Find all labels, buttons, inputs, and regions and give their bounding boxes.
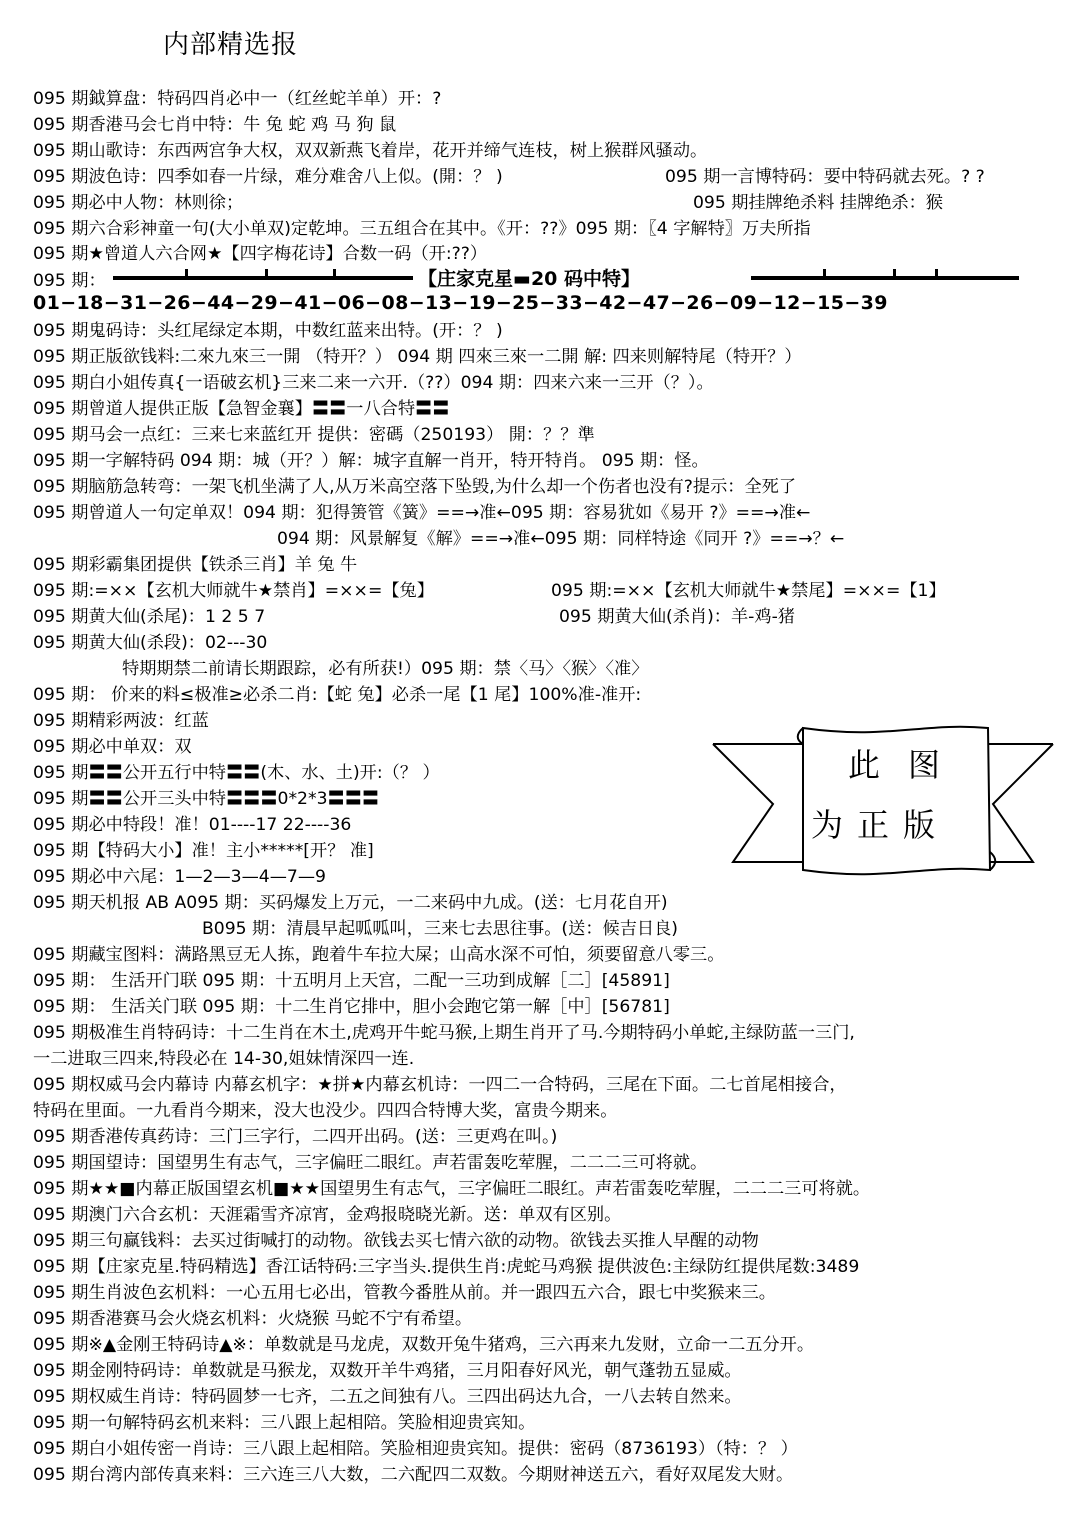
banner	[33, 264, 1033, 290]
decorative-tick	[935, 269, 938, 278]
text-line: 095 期【特码大小】准！主小*****[开？ 准]	[33, 841, 374, 861]
number-sequence: 01−18−31−26−44−29−41−06−08−13−19−25−33−42−47−26−09−12−15−39	[33, 292, 888, 314]
text-line: 095 期白小姐传真{一语破玄机}三来二来一六开.（??）094 期：四来六来一三开（？）。	[33, 373, 714, 393]
text-line-right: 095 期挂牌绝杀料 挂牌绝杀：猴	[693, 193, 943, 213]
decorative-tick	[333, 269, 336, 278]
decorative-bar	[751, 276, 1019, 280]
decorative-tick	[185, 269, 188, 278]
text-line: 095 期马会一点红：三来七来蓝红开 提供：密碼（250193） 開：？？準	[33, 425, 595, 445]
banner-center: 【庄家克星▬20 码中特】	[418, 268, 641, 290]
text-line: 095 期一字解特码 094 期：城（开？）解：城字直解一肖开，特开特肖。 095 期：怪。	[33, 451, 709, 471]
text-line: 094 期：风景解复《解》==→准←095 期：同样特途《同开 ?》==→？←	[277, 529, 845, 549]
text-line: 一二进取三四来,特段必在 14-30,姐妹情深四一连.	[33, 1049, 415, 1069]
text-line: 095 期正版欲钱料:二來九來三一開 （特开？） 094 期 四來三來一二開 解: 四来则解特尾（特开？）	[33, 347, 802, 367]
text-line: 095 期鬼码诗：头红尾绿定本期，中数红蓝来出特。(开：？ )	[33, 321, 503, 341]
text-line: 特期期禁二前请长期跟踪，必有所获!）095 期：禁〈马〉〈猴〉〈准〉	[122, 659, 649, 679]
text-line: 095 期黄大仙(杀段)：02---30	[33, 633, 268, 653]
text-line: 095 期： 价来的料≤极准≥必杀二肖:【蛇 兔】必杀一尾【1 尾】100%准-准开:	[33, 685, 642, 705]
ribbon-line-2: 为正版	[811, 806, 950, 844]
text-line: 095 期澳门六合玄机：天涯霜雪齐凉宵，金鸡报晓晓光新。送：单双有区别。	[33, 1205, 622, 1225]
text-line: 095 期极准生肖特码诗：十二生肖在木土,虎鸡开牛蛇马猴,上期生肖开了马.今期特码小单蛇,主绿防蓝一三门,	[33, 1023, 855, 1043]
text-line: 095 期脑筋急转弯：一架飞机坐满了人,从万米高空落下坠毁,为什么却一个伤者也没有?提示：全死了	[33, 477, 797, 497]
text-line: 095 期： 生活关门联 095 期：十二生肖它排中，胆小会跑它第一解［中］[56781]	[33, 997, 670, 1017]
text-line: 095 期： 生活开门联 095 期：十五明月上天宫，二配一三功到成解［二］[45891]	[33, 971, 670, 991]
ribbon-line-1: 此图	[848, 746, 969, 784]
decorative-tick	[265, 269, 268, 278]
text-line: 095 期【庄家克星.特码精选】香江话特码:三字当头.提供生肖:虎蛇马鸡猴 提供波色:主绿防红提供尾数:3489	[33, 1257, 860, 1277]
text-line: B095 期：清晨早起呱呱叫，三来七去思往事。(送：候吉日良)	[202, 919, 678, 939]
text-line: 095 期一句解特码玄机来料：三八跟上起相陪。笑脸相迎贵宾知。	[33, 1413, 536, 1433]
text-line: 095 期鉞算盘：特码四肖必中一（红丝蛇羊单）开：?	[33, 89, 442, 109]
text-line: 095 期生肖波色玄机料：一心五用七必出，管教今番胜从前。并一跟四五六合，跟七中奖猴来三。	[33, 1283, 776, 1303]
text-line: 095 期曾道人一句定单双！094 期：犯得箦管《簧》==→准←095 期：容易犹如《易开 ?》==→准←	[33, 503, 811, 523]
text-line: 095 期必中人物：林则徐；	[33, 193, 244, 213]
text-line: 095 期★★■内幕正版国望玄机■★★国望男生有志气，三字偏旺二眼红。声若雷轰吃荤腥，二二二三可将就。	[33, 1179, 871, 1199]
page-title: 内部精选报	[163, 30, 299, 60]
text-line-right: 095 期一言博特码：要中特码就去死。? ?	[665, 167, 985, 187]
text-line: 095 期三句赢钱料：去买过街喊打的动物。欲钱去买七情六欲的动物。欲钱去买推人早醒的动物	[33, 1231, 759, 1251]
decorative-bar	[113, 276, 413, 280]
text-line: 095 期必中六尾：1—2—3—4—7—9	[33, 867, 326, 887]
decorative-tick	[893, 269, 896, 278]
text-line: 095 期黄大仙(杀尾)：1 2 5 7	[33, 607, 266, 627]
text-line: 095 期精彩两波：红蓝	[33, 711, 209, 731]
banner-label: 095 期：	[33, 271, 106, 291]
text-line: 095 期权威马会内幕诗 内幕玄机字：★拼★内幕玄机诗：一四二一合特码，三尾在下面。二七首尾相接合，	[33, 1075, 847, 1095]
decorative-tick	[823, 269, 826, 278]
text-line: 095 期〓〓公开三头中特〓〓〓0*2*3〓〓〓	[33, 789, 380, 809]
text-line: 095 期香港传真药诗：三门三字行，二四开出码。(送：三更鸡在叫。)	[33, 1127, 558, 1147]
text-line: 095 期★曾道人六合网★【四字梅花诗】合数一码（开:??）	[33, 244, 488, 264]
text-line: 095 期山歌诗：东西两宫争大权，双双新燕飞着岸，花开并缔气连枝，树上猴群风骚动。	[33, 141, 708, 161]
text-line: 095 期六合彩神童一句(大小单双)定乾坤。三五组合在其中。《开：??》095 期：〖4 字解特〗万夫所指	[33, 219, 811, 239]
text-line: 095 期彩霸集团提供【铁杀三肖】羊 兔 牛	[33, 555, 358, 575]
text-line: 095 期香港赛马会火烧玄机料：火烧猴 马蛇不宁有希望。	[33, 1309, 473, 1329]
text-line: 095 期国望诗：国望男生有志气，三字偏旺二眼红。声若雷轰吃荤腥，二二二三可将就。	[33, 1153, 708, 1173]
text-line: 095 期藏宝图料：满路黑豆无人拣，跑着牛车拉大屎；山高水深不可怕，须要留意八零三。	[33, 945, 725, 965]
text-line: 095 期波色诗：四季如春一片绿，难分难舍八上似。(開：？ )	[33, 167, 503, 187]
text-line: 095 期香港马会七肖中特：牛 兔 蛇 鸡 马 狗 鼠	[33, 115, 397, 135]
text-line: 095 期白小姐传密一肖诗：三八跟上起相陪。笑脸相迎贵宾知。提供：密码（8736193）（特：？ ）	[33, 1439, 798, 1459]
text-line: 特码在里面。一九看肖今期来，没大也没少。四四合特博大奖，富贵今期来。	[33, 1101, 618, 1121]
text-line: 095 期台湾内部传真来料：三六连三八大数，二六配四二双数。今期财神送五六，看好双尾发大财。	[33, 1465, 794, 1485]
text-line: 095 期必中单双：双	[33, 737, 192, 757]
text-line-right: 095 期黄大仙(杀肖)：羊-鸡-猪	[559, 607, 795, 627]
text-line: 095 期:=××【玄机大师就牛★禁肖】=××=【兔】	[33, 581, 434, 601]
authentic-ribbon	[708, 722, 1058, 882]
text-line: 095 期※▲金刚王特码诗▲※：单数就是马龙虎，双数开兔牛猪鸡，三六再来九发财，立命一二五分开。	[33, 1335, 815, 1355]
text-line: 095 期必中特段！准！01----17 22----36	[33, 815, 352, 835]
text-line: 095 期金刚特码诗：单数就是马猴龙，双数开羊牛鸡猪，三月阳春好风光，朝气蓬勃五显威。	[33, 1361, 742, 1381]
text-line: 095 期权威生肖诗：特码圆梦一七齐，二五之间独有八。三四出码达九合，一八去转自然来。	[33, 1387, 742, 1407]
text-line: 095 期曾道人提供正版【急智金襄】〓〓一八合特〓〓	[33, 399, 450, 419]
text-line: 095 期天机报 AB A095 期：买码爆发上万元，一二来码中九成。(送：七月花自开)	[33, 893, 668, 913]
text-line-right: 095 期:=××【玄机大师就牛★禁尾】=××=【1】	[551, 581, 946, 601]
text-line: 095 期〓〓公开五行中特〓〓(木、水、土)开:（？ ）	[33, 763, 440, 783]
